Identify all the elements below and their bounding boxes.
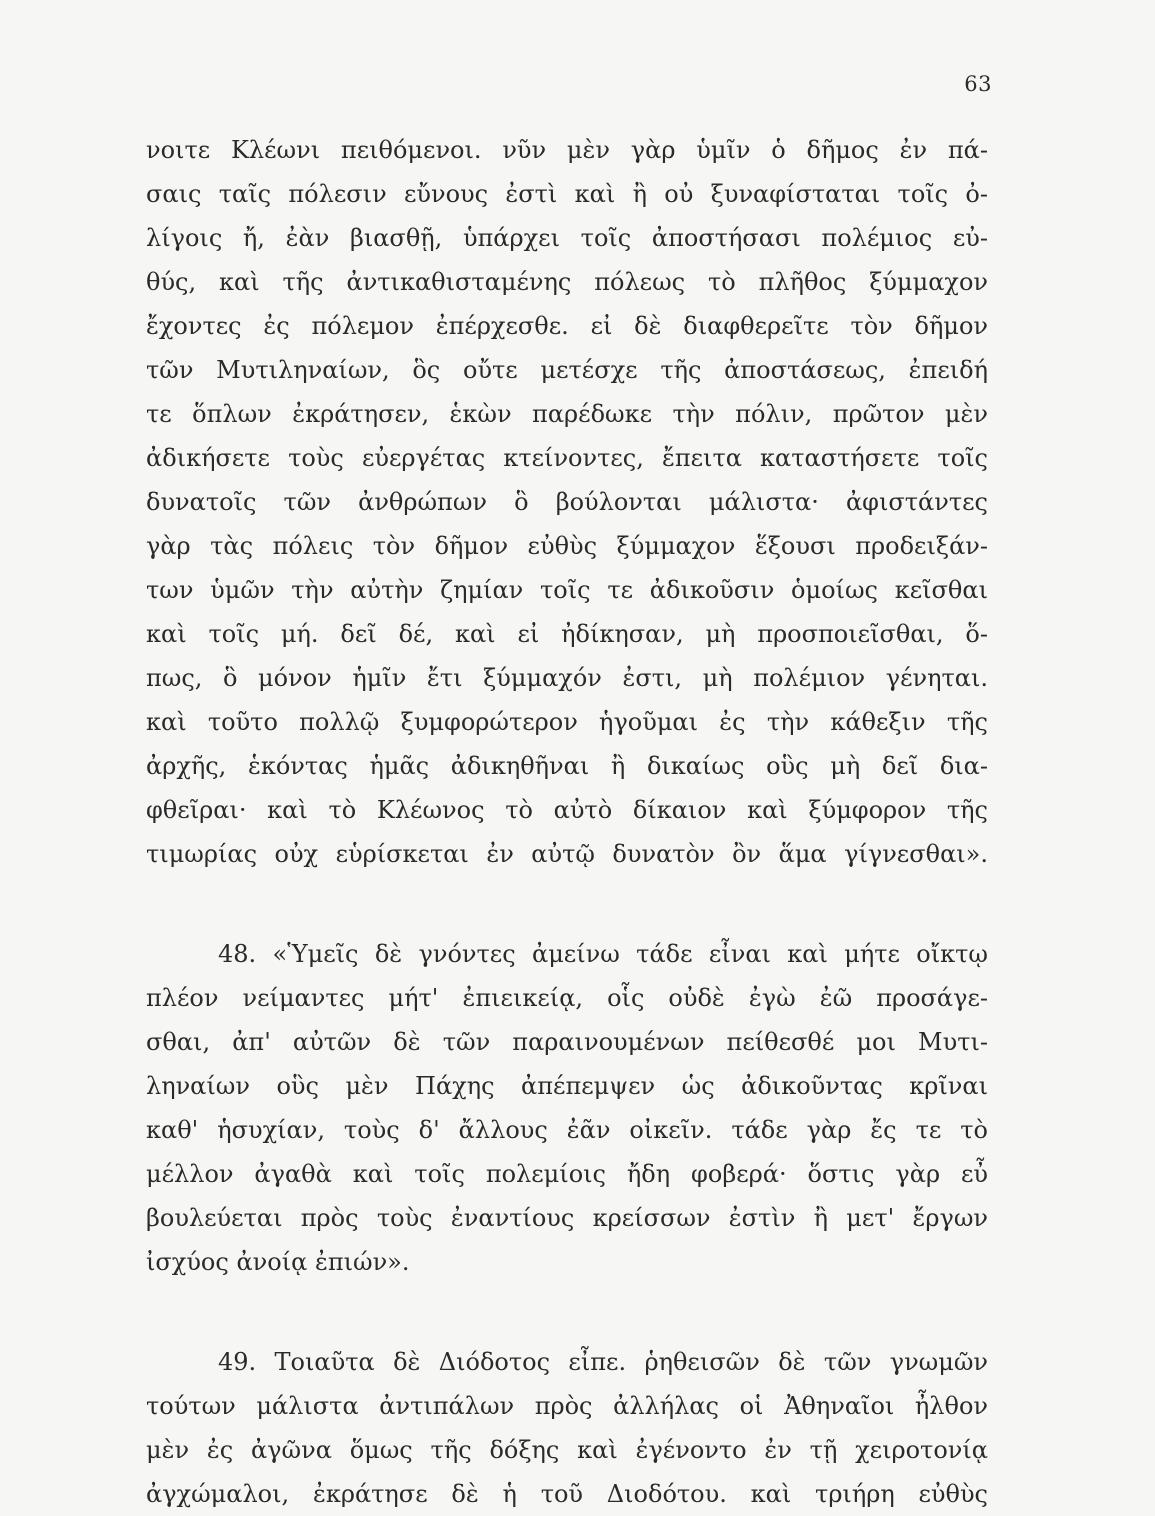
text-line: ἔχοντες ἐς πόλεμον ἐπέρχεσθε. εἰ δὲ διαφθερεῖτε τὸν δῆμον: [146, 312, 988, 340]
text-line: τούτων μάλιστα ἀντιπάλων πρὸς ἀλλήλας οἱ Ἀθηναῖοι ἦλθον: [146, 1392, 988, 1420]
page-body: [146, 128, 988, 1516]
paragraph-continuation: [146, 128, 988, 876]
text-line: ἀρχῆς, ἑκόντας ἡμᾶς ἀδικηθῆναι ἢ δικαίως οὓς μὴ δεῖ δια-: [146, 752, 988, 780]
text-line: καὶ τοῦτο πολλῷ ξυμφορώτερον ἡγοῦμαι ἐς τὴν κάθεξιν τῆς: [146, 708, 988, 736]
text-line: σαις ταῖς πόλεσιν εὔνους ἐστὶ καὶ ἢ οὐ ξυναφίσταται τοῖς ὀ-: [146, 180, 988, 208]
text-line: μέλλον ἀγαθὰ καὶ τοῖς πολεμίοις ἤδη φοβερά· ὅστις γὰρ εὖ: [146, 1160, 988, 1188]
text-line: τιμωρίας οὐχ εὑρίσκεται ἐν αὐτῷ δυνατὸν ὂν ἅμα γίγνεσθαι».: [146, 840, 988, 868]
text-line: τῶν Μυτιληναίων, ὃς οὔτε μετέσχε τῆς ἀποστάσεως, ἐπειδή: [146, 356, 988, 384]
text-line: πλέον νείμαντες μήτ' ἐπιεικείᾳ, οἷς οὐδὲ ἐγὼ ἐῶ προσάγε-: [146, 984, 988, 1012]
text-line: καὶ τοῖς μή. δεῖ δέ, καὶ εἰ ἠδίκησαν, μὴ προσποιεῖσθαι, ὅ-: [146, 620, 988, 648]
paragraph-48: [146, 932, 988, 1284]
text-line: ληναίων οὓς μὲν Πάχης ἀπέπεμψεν ὡς ἀδικοῦντας κρῖναι: [146, 1072, 988, 1100]
text-line: βουλεύεται πρὸς τοὺς ἐναντίους κρείσσων ἐστὶν ἢ μετ' ἔργων: [146, 1204, 988, 1232]
text-line: λίγοις ἤ, ἐὰν βιασθῇ, ὑπάρχει τοῖς ἀποστήσασι πολέμιος εὐ-: [146, 224, 988, 252]
paragraph-49: [146, 1340, 988, 1516]
paragraph-gap: [146, 876, 988, 932]
paragraph-gap: [146, 1284, 988, 1340]
text-line: των ὑμῶν τὴν αὐτὴν ζημίαν τοῖς τε ἀδικοῦσιν ὁμοίως κεῖσθαι: [146, 576, 988, 604]
text-line: μὲν ἐς ἀγῶνα ὅμως τῆς δόξης καὶ ἐγένοντο ἐν τῇ χειροτονίᾳ: [146, 1436, 988, 1464]
page-number: 63: [964, 72, 992, 96]
text-line: ἀδικήσετε τοὺς εὐεργέτας κτείνοντες, ἔπειτα καταστήσετε τοῖς: [146, 444, 988, 472]
text-line: θύς, καὶ τῆς ἀντικαθισταμένης πόλεως τὸ πλῆθος ξύμμαχον: [146, 268, 988, 296]
text-line: δυνατοῖς τῶν ἀνθρώπων ὃ βούλονται μάλιστα· ἀφιστάντες: [146, 488, 988, 516]
text-line: ἰσχύος ἀνοίᾳ ἐπιών».: [146, 1248, 410, 1276]
text-line: τε ὅπλων ἐκράτησεν, ἑκὼν παρέδωκε τὴν πόλιν, πρῶτον μὲν: [146, 400, 988, 428]
text-line: σθαι, ἀπ' αὐτῶν δὲ τῶν παραινουμένων πείθεσθέ μοι Μυτι-: [146, 1028, 988, 1056]
text-line: νοιτε Κλέωνι πειθόμενοι. νῦν μὲν γὰρ ὑμῖν ὁ δῆμος ἐν πά-: [146, 136, 988, 164]
text-line: καθ' ἡσυχίαν, τοὺς δ' ἄλλους ἐᾶν οἰκεῖν. τάδε γὰρ ἔς τε τὸ: [146, 1116, 988, 1144]
text-line: πως, ὃ μόνον ἡμῖν ἔτι ξύμμαχόν ἐστι, μὴ πολέμιον γένηται.: [146, 664, 988, 692]
text-line: 48. «Ὑμεῖς δὲ γνόντες ἀμείνω τάδε εἶναι καὶ μήτε οἴκτῳ: [218, 940, 988, 968]
text-line: γὰρ τὰς πόλεις τὸν δῆμον εὐθὺς ξύμμαχον ἕξουσι προδειξάν-: [146, 532, 988, 560]
text-line: φθεῖραι· καὶ τὸ Κλέωνος τὸ αὐτὸ δίκαιον καὶ ξύμφορον τῆς: [146, 796, 988, 824]
text-line: ἀγχώμαλοι, ἐκράτησε δὲ ἡ τοῦ Διοδότου. καὶ τριήρη εὐθὺς: [146, 1480, 988, 1508]
text-line: 49. Τοιαῦτα δὲ Διόδοτος εἶπε. ῥηθεισῶν δὲ τῶν γνωμῶν: [218, 1348, 988, 1376]
